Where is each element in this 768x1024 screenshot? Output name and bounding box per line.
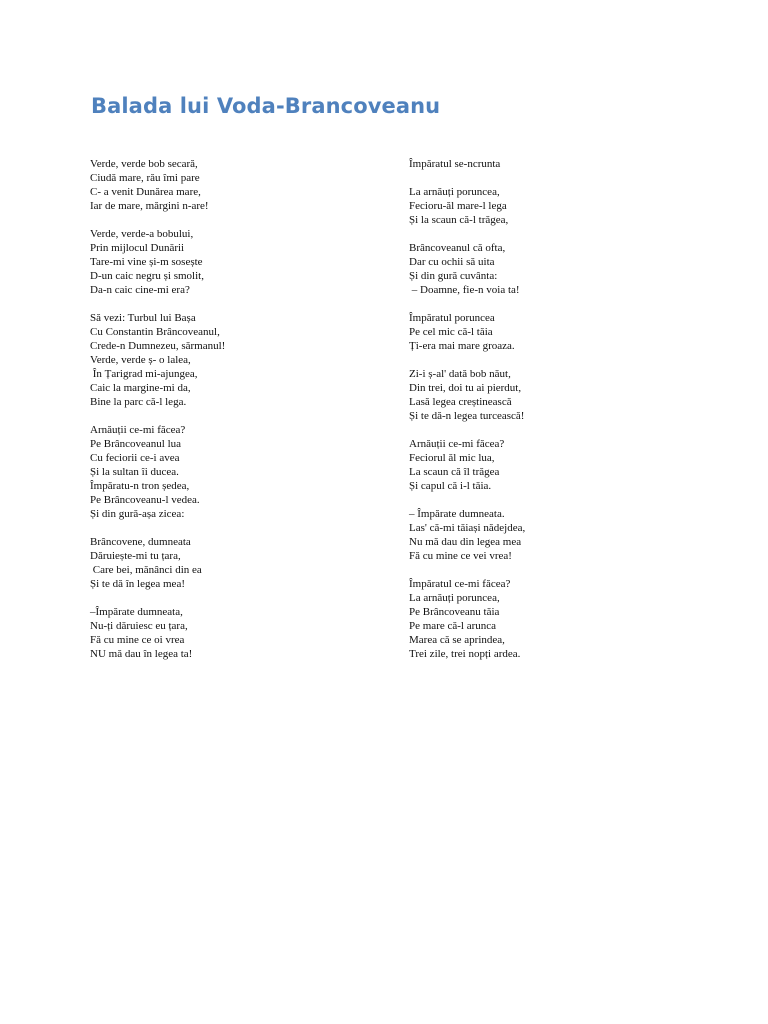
verse-line: Dăruiește-mi tu țara, (90, 550, 181, 562)
stanza (409, 185, 709, 227)
verse-line: La scaun că îl trăgea (409, 466, 500, 478)
verse-line: Împăratul poruncea (409, 312, 495, 324)
verse-line: Zi-i ș-al' dată bob năut, (409, 368, 511, 380)
verse-line: Pe Brâncoveanul lua (90, 438, 182, 450)
verse-line: În Țarigrad mi-ajungea, (90, 368, 198, 380)
poem-column-left (90, 157, 380, 675)
verse-line: Trei zile, trei nopți ardea. (409, 648, 521, 660)
stanza (90, 311, 380, 409)
verse-line: Brâncovene, dumneata (90, 536, 191, 548)
verse-line: Împăratul ce-mi făcea? (409, 578, 511, 590)
verse-line: Ți-era mai mare groaza. (409, 340, 515, 352)
verse-line: Da-n caic cine-mi era? (90, 284, 190, 296)
verse-line: Și din gură-așa zicea: (90, 508, 185, 520)
verse-line: Și din gură cuvânta: (409, 270, 498, 282)
verse-line: Ciudă mare, rău îmi pare (90, 172, 200, 184)
verse-line: Cu Constantin Brâncoveanul, (90, 326, 220, 338)
stanza (409, 367, 709, 423)
stanza (409, 241, 709, 297)
verse-line: Și capul că i-l tăia. (409, 480, 492, 492)
verse-line: Pe Brâncoveanu tăia (409, 606, 500, 618)
stanza (409, 577, 709, 661)
verse-line: Crede-n Dumnezeu, sărmanul! (90, 340, 226, 352)
stanza (90, 605, 380, 661)
verse-line: Tare-mi vine și-m sosește (90, 256, 203, 268)
verse-line: Pe mare că-l arunca (409, 620, 497, 632)
verse-line: Din trei, doi tu ai pierdut, (409, 382, 522, 394)
verse-line: Care bei, mănânci din ea (90, 564, 202, 576)
stanza (409, 437, 709, 493)
verse-line: Fecioru-ăl mare-l lega (409, 200, 507, 212)
verse-line: Prin mijlocul Dunării (90, 242, 185, 254)
verse-line: C- a venit Dunărea mare, (90, 186, 201, 198)
verse-line: Și te dă în legea mea! (90, 578, 185, 590)
verse-line: NU mă dau în legea ta! (90, 648, 193, 660)
verse-line: Feciorul ăl mic lua, (409, 452, 495, 464)
verse-line: Fă cu mine ce vei vrea! (409, 550, 512, 562)
verse-line: Verde, verde bob secară, (90, 158, 198, 170)
verse-line: Împăratul se-ncrunta (409, 158, 501, 170)
verse-line: La arnăuți poruncea, (409, 186, 500, 198)
stanza (90, 157, 380, 213)
verse-line: Împăratu-n tron ședea, (90, 480, 190, 492)
stanza (409, 507, 709, 563)
verse-line: Pe cel mic că-l tăia (409, 326, 493, 338)
verse-line: Să vezi: Turbul lui Bașa (90, 312, 196, 324)
verse-line: Pe Brâncoveanu-l vedea. (90, 494, 200, 506)
document-title: Balada lui Voda-Brancoveanu (91, 94, 441, 118)
verse-line: – Împărate dumneata. (409, 508, 505, 520)
verse-line: Marea că se aprindea, (409, 634, 505, 646)
verse-line: Bine la parc că-l lega. (90, 396, 187, 408)
verse-line: Verde, verde ș- o lalea, (90, 354, 191, 366)
verse-line: Și la sultan îi ducea. (90, 466, 179, 478)
verse-line: Cu feciorii ce-i avea (90, 452, 180, 464)
verse-line: Nu-ți dăruiesc eu țara, (90, 620, 188, 632)
verse-line: Iar de mare, mărgini n-are! (90, 200, 209, 212)
verse-line: Dar cu ochii să uita (409, 256, 495, 268)
verse-line: Arnăuții ce-mi făcea? (90, 424, 186, 436)
verse-line: Las' că-mi tăiași nădejdea, (409, 522, 526, 534)
verse-line: Nu mă dau din legea mea (409, 536, 522, 548)
verse-line: Și te dă-n legea turcească! (409, 410, 525, 422)
stanza (90, 423, 380, 521)
verse-line: Verde, verde-a bobului, (90, 228, 194, 240)
verse-line: –Împărate dumneata, (90, 606, 183, 618)
verse-line: D-un caic negru și smolit, (90, 270, 204, 282)
verse-line: Arnăuții ce-mi făcea? (409, 438, 505, 450)
stanza (90, 227, 380, 297)
verse-line: Fă cu mine ce oi vrea (90, 634, 185, 646)
verse-line: Și la scaun că-l trăgea, (409, 214, 509, 226)
verse-line: Caic la margine-mi da, (90, 382, 191, 394)
verse-line: Brâncoveanul că ofta, (409, 242, 506, 254)
verse-line: Lasă legea creștinească (409, 396, 512, 408)
verse-line: La arnăuți poruncea, (409, 592, 500, 604)
stanza (409, 311, 709, 353)
verse-line: – Doamne, fie-n voia ta! (409, 284, 520, 296)
stanza (90, 535, 380, 591)
stanza (409, 157, 709, 171)
poem-column-right (409, 157, 709, 675)
